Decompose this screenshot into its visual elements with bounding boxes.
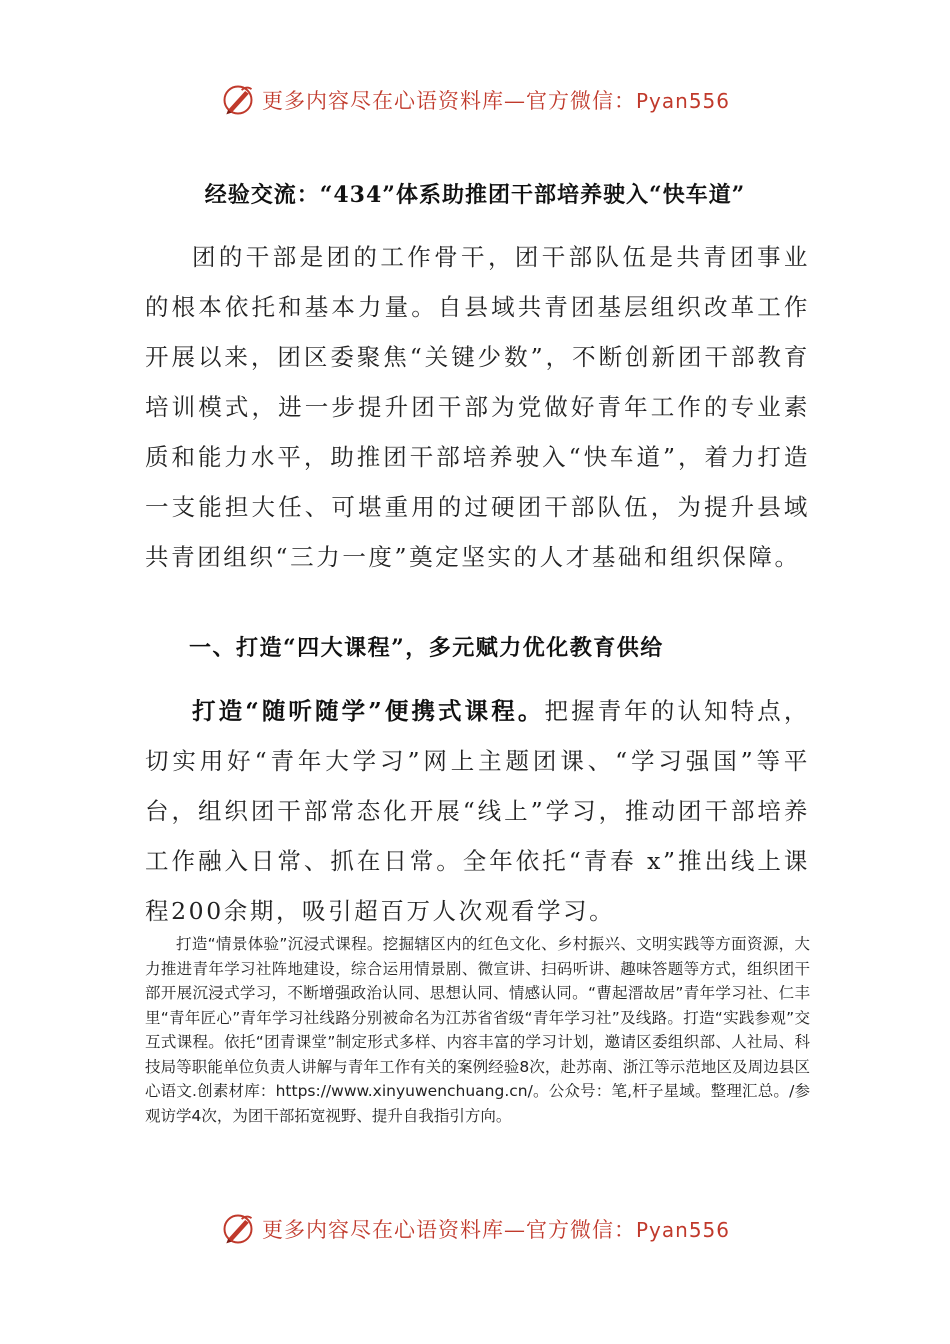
intro-paragraph: 团的干部是团的工作骨干，团干部队伍是共青团事业的根本依托和基本力量。自县域共青团基层组织改革工作开展以来，团区委聚焦“关键少数”，不断创新团干部教育培训模式，进一步提升团干部为党做好青年工作的专业素质和能力水平，助推团干部培养驶入“快车道”，着力打造一支能担大任、可堪重用的过硬团干部队伍，为提升县域共青团组织“三力一度”奠定坚实的人才基础和组织保障。 bbox=[145, 243, 810, 571]
top-watermark-banner bbox=[0, 78, 950, 122]
banner-prefix: 更多内容尽在心语资料库—官方微信： bbox=[261, 89, 636, 113]
pen-logo-icon bbox=[220, 1211, 256, 1247]
course-lead: 打造“随听随学”便携式课程。 bbox=[192, 697, 545, 725]
banner-text bbox=[262, 85, 730, 115]
section-heading: 一、打造“四大课程”，多元赋力优化教育供给 bbox=[189, 635, 664, 661]
small-paragraph: 打造“情景体验”沉浸式课程。挖掘辖区内的红色文化、乡村振兴、文明实践等方面资源，大力推进青年学习社阵地建设，综合运用情景剧、微宣讲、扫码听讲、趣味答题等方式，组织团干部开展沉浸式学习，不断增强政治认同、思想认同、情感认同。“曹起溍故居”青年学习社、仁丰里“青年匠心”青年学习社线路分别被命名为江苏省省级“青年学习社”及线路。打造“实践参观”交互式课程。依托“团青课堂”制定形式多样、内容丰富的学习计划，邀请区委组织部、人社局、科技局等职能单位负责人讲解与青年工作有关的案例经验8次，赴苏南、浙江等示范地区及周边县区心语文.创素材库：https://www.xinyuwenchuang.cn/。公众号：笔,杆子星域。整理汇总。/参观访学4次，为团干部拓宽视野、提升自我指引方向。 bbox=[145, 935, 810, 1125]
wechat-id: Pyan556 bbox=[635, 1218, 730, 1242]
banner-text bbox=[262, 1214, 730, 1244]
banner-prefix: 更多内容尽在心语资料库—官方微信： bbox=[261, 1218, 636, 1242]
document-title: 经验交流：“434”体系助推团干部培养驶入“快车道” bbox=[204, 182, 746, 208]
pen-logo-icon bbox=[220, 82, 256, 118]
bottom-watermark-banner bbox=[0, 1207, 950, 1251]
course-paragraph bbox=[145, 686, 810, 936]
course-text: 把握青年的认知特点，切实用好“青年大学习”网上主题团课、“学习强国”等平台，组织团干部常态化开展“线上”学习，推动团干部培养工作融入日常、抓在日常。全年依托“青春 x”推出线上课程200余期，吸引超百万人次观看学习。 bbox=[145, 697, 811, 925]
wechat-id: Pyan556 bbox=[635, 89, 730, 113]
